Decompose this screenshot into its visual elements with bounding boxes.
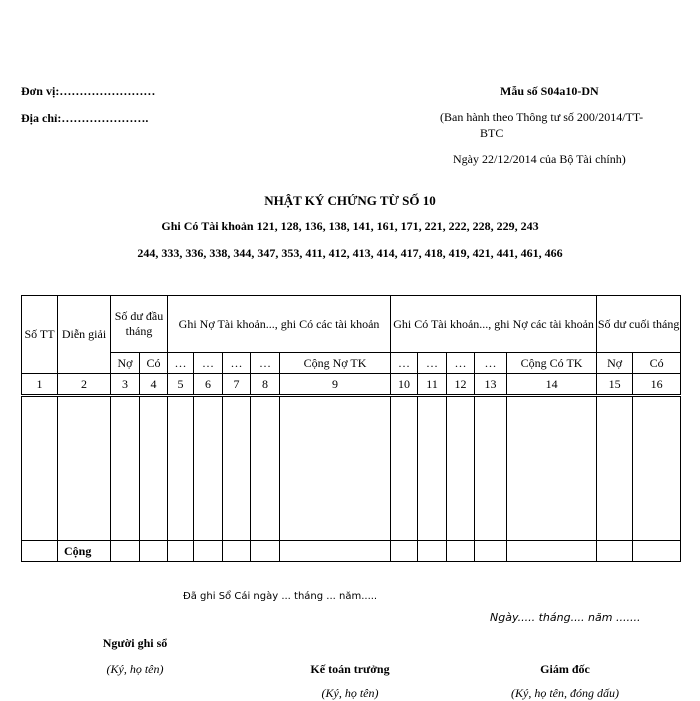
- subheader-dots: …: [251, 353, 280, 374]
- ledger-note: Đã ghi Sổ Cái ngày ... tháng ... năm.....: [183, 591, 378, 602]
- form-code: Mẫu số S04a10-DN: [500, 84, 599, 98]
- total-cell: [22, 541, 58, 562]
- body-cell[interactable]: [391, 396, 418, 541]
- body-cell[interactable]: [418, 396, 447, 541]
- total-cell[interactable]: [280, 541, 391, 562]
- recorder-sign-note: (Ký, họ tên): [106, 662, 164, 676]
- issued-line-1: (Ban hành theo Thông tư số 200/2014/TT-: [440, 110, 644, 124]
- total-cell[interactable]: [507, 541, 597, 562]
- subheader-cong-no: Cộng Nợ TK: [280, 353, 391, 374]
- total-cell[interactable]: [223, 541, 251, 562]
- col-number: 16: [633, 374, 681, 396]
- unit-label: Đơn vị:……………………: [21, 84, 156, 98]
- total-cell[interactable]: [475, 541, 507, 562]
- address-label: Địa chỉ:………………….: [21, 111, 149, 125]
- col-number: 15: [597, 374, 633, 396]
- col-number: 6: [194, 374, 223, 396]
- total-cell[interactable]: [111, 541, 140, 562]
- subheader-no: Nợ: [111, 353, 140, 374]
- header-ghi-co: Ghi Có Tài khoản..., ghi Nợ các tài khoản: [391, 296, 597, 353]
- body-cell[interactable]: [507, 396, 597, 541]
- total-cell[interactable]: [140, 541, 168, 562]
- body-cell[interactable]: [633, 396, 681, 541]
- col-number: 11: [418, 374, 447, 396]
- col-number: 7: [223, 374, 251, 396]
- body-cell[interactable]: [58, 396, 111, 541]
- title-accounts-line-1: Ghi Có Tài khoản 121, 128, 136, 138, 141, 161, 171, 221, 222, 228, 229, 243: [161, 219, 539, 233]
- total-cell[interactable]: [251, 541, 280, 562]
- body-cell[interactable]: [168, 396, 194, 541]
- body-cell[interactable]: [22, 396, 58, 541]
- recorder-title: Người ghi sổ: [102, 636, 168, 650]
- col-number: 4: [140, 374, 168, 396]
- body-cell[interactable]: [447, 396, 475, 541]
- total-cell[interactable]: [597, 541, 633, 562]
- col-number: 10: [391, 374, 418, 396]
- col-number: 5: [168, 374, 194, 396]
- body-cell[interactable]: [597, 396, 633, 541]
- header-so-du-dau-thang: Số dư đầu tháng: [111, 296, 168, 353]
- title-accounts-line-2: 244, 333, 336, 338, 344, 347, 353, 411, 412, 413, 414, 417, 418, 419, 421, 441, 461, 466: [137, 246, 563, 260]
- director-title: Giám đốc: [540, 662, 590, 676]
- total-cell[interactable]: [194, 541, 223, 562]
- body-cell[interactable]: [194, 396, 223, 541]
- journal-table: [21, 295, 681, 562]
- subheader-dots: …: [194, 353, 223, 374]
- body-cell[interactable]: [111, 396, 140, 541]
- col-number: 1: [22, 374, 58, 396]
- issued-line-3: Ngày 22/12/2014 của Bộ Tài chính): [453, 152, 626, 166]
- col-number: 14: [507, 374, 597, 396]
- col-number: 13: [475, 374, 507, 396]
- document-title: NHẬT KÝ CHỨNG TỪ SỐ 10: [264, 193, 436, 208]
- total-cell[interactable]: [168, 541, 194, 562]
- subheader-dots: …: [418, 353, 447, 374]
- subheader-dots: …: [475, 353, 507, 374]
- header-dien-giai: Diễn giải: [58, 296, 111, 374]
- total-cell[interactable]: [633, 541, 681, 562]
- col-number: 12: [447, 374, 475, 396]
- issued-line-2: BTC: [480, 126, 504, 140]
- total-cell[interactable]: [447, 541, 475, 562]
- col-number: 2: [58, 374, 111, 396]
- col-number: 3: [111, 374, 140, 396]
- subheader-dots: …: [391, 353, 418, 374]
- subheader-no: Nợ: [597, 353, 633, 374]
- col-number: 9: [280, 374, 391, 396]
- subheader-co: Có: [140, 353, 168, 374]
- subheader-dots: …: [447, 353, 475, 374]
- total-cell[interactable]: [391, 541, 418, 562]
- director-sign-note: (Ký, họ tên, đóng dấu): [511, 686, 619, 700]
- header-ghi-no: Ghi Nợ Tài khoản..., ghi Có các tài khoản: [168, 296, 391, 353]
- body-cell[interactable]: [475, 396, 507, 541]
- header-so-du-cuoi-thang: Số dư cuối tháng: [597, 296, 681, 353]
- subheader-dots: …: [223, 353, 251, 374]
- total-label: Cộng: [58, 541, 111, 562]
- total-cell[interactable]: [418, 541, 447, 562]
- header-so-tt: Số TT: [22, 296, 58, 374]
- subheader-co: Có: [633, 353, 681, 374]
- accountant-title: Kế toán trưởng: [310, 662, 390, 676]
- body-cell[interactable]: [251, 396, 280, 541]
- accountant-sign-note: (Ký, họ tên): [321, 686, 379, 700]
- sign-date-line: Ngày..... tháng.... năm .......: [490, 611, 641, 624]
- subheader-cong-co: Cộng Có TK: [507, 353, 597, 374]
- subheader-dots: …: [168, 353, 194, 374]
- col-number: 8: [251, 374, 280, 396]
- body-cell[interactable]: [280, 396, 391, 541]
- body-cell[interactable]: [140, 396, 168, 541]
- body-cell[interactable]: [223, 396, 251, 541]
